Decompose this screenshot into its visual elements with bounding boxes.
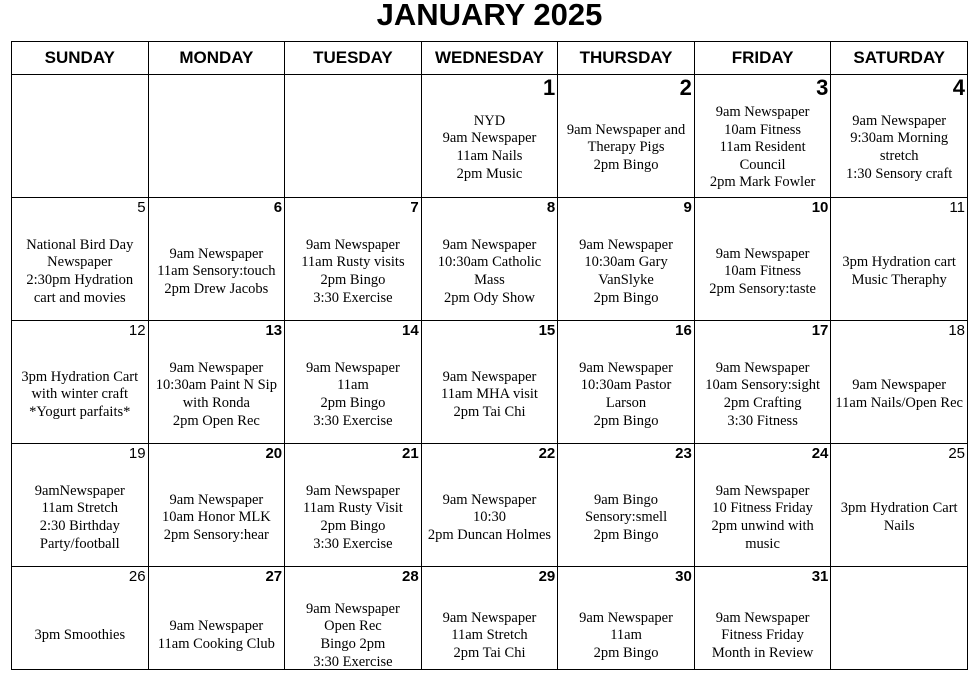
day-cell [558, 567, 695, 670]
event-list [422, 591, 558, 681]
event-item: 11am Nails/Open Rec [835, 395, 963, 411]
week-row [12, 567, 968, 670]
day-cell [148, 567, 285, 670]
day-cell [831, 444, 968, 567]
week-row [12, 198, 968, 321]
event-item: 2pm Ody Show [443, 289, 535, 306]
day-number: 28 [402, 568, 419, 585]
event-item: 3pm Hydration cart [842, 254, 956, 271]
weekday-header: SATURDAY [831, 42, 968, 75]
event-item: 9am Newspaper [442, 609, 537, 626]
event-list [695, 224, 831, 320]
day-cell [12, 567, 149, 670]
event-item: 9am Newspaper [169, 618, 264, 635]
week-row [12, 444, 968, 567]
event-item: Nails [883, 518, 915, 534]
weekday-header: THURSDAY [558, 42, 695, 75]
day-number: 14 [402, 322, 419, 339]
event-item: 2pm Sensory:taste [709, 280, 816, 297]
event-item: 9am Newspaper [852, 377, 947, 394]
week-row [12, 75, 968, 198]
event-item: 2:30pm Hydration cart and movies [26, 272, 134, 306]
event-item: 2pm Bingo [320, 518, 386, 534]
day-cell [12, 198, 149, 321]
day-number: 11 [949, 199, 965, 216]
event-list [831, 99, 967, 197]
day-number: 6 [273, 199, 283, 216]
event-item: 11am [610, 627, 642, 644]
day-number: 25 [948, 445, 965, 462]
event-list [285, 347, 421, 443]
event-item: 2pm Mark Fowler [709, 174, 816, 191]
event-item: 11am Rusty Visit [302, 500, 403, 517]
day-cell [831, 75, 968, 198]
event-item: 9am Newspaper [169, 491, 264, 508]
day-cell [285, 444, 422, 567]
event-item: 11am Stretch [451, 627, 528, 644]
day-cell [694, 198, 831, 321]
day-cell [831, 321, 968, 444]
day-cell [694, 75, 831, 198]
event-list [558, 347, 694, 443]
day-number: 10 [811, 199, 829, 216]
event-list [12, 591, 148, 681]
event-list [831, 347, 967, 443]
event-item: 2:30 Birthday Party/football [39, 518, 120, 552]
event-list [695, 99, 831, 197]
event-item: Open Rec [324, 618, 382, 635]
day-number: 13 [265, 322, 283, 339]
day-cell [148, 198, 285, 321]
day-cell [421, 321, 558, 444]
event-item: 3:30 Exercise [313, 653, 393, 670]
event-item: 9am Newspaper [715, 609, 810, 626]
weekday-header: MONDAY [148, 42, 285, 75]
day-number: 1 [543, 75, 556, 100]
event-list [558, 99, 694, 197]
day-number: 9 [683, 199, 692, 216]
day-number: 2 [679, 75, 692, 100]
event-item: 9am Newspaper [442, 236, 537, 253]
empty-day-cell [148, 75, 285, 198]
event-item: 2pm Bingo [593, 156, 659, 173]
event-item: 11am [337, 377, 369, 394]
day-cell [694, 444, 831, 567]
event-list [558, 591, 694, 681]
weekday-header: WEDNESDAY [421, 42, 558, 75]
event-item: 9am Newspaper [579, 236, 673, 253]
event-item: 9am Newspaper [715, 104, 810, 121]
event-item: NYD [473, 112, 506, 129]
weekday-header: SUNDAY [12, 42, 149, 75]
event-item: 2pm Bingo [320, 272, 386, 288]
event-item: 2pm unwind with music [711, 518, 814, 552]
event-item: 9am Newspaper [306, 236, 400, 253]
day-cell [421, 75, 558, 198]
event-item: 9am Newspaper [715, 245, 810, 262]
event-item: Bingo 2pm [320, 636, 386, 652]
event-item: 10:30am Catholic Mass [437, 254, 542, 288]
event-item: 9am Newspaper [715, 482, 810, 499]
event-item: 9am Newspaper [442, 491, 537, 508]
event-item: 10 Fitness Friday [712, 500, 813, 517]
event-list [422, 224, 558, 320]
day-cell [285, 567, 422, 670]
event-item: Sensory:smell [584, 509, 668, 526]
day-number: 4 [952, 75, 965, 100]
day-cell [148, 444, 285, 567]
event-item: 2pm Music [456, 165, 523, 182]
event-list [12, 224, 148, 320]
day-number: 17 [811, 322, 829, 339]
day-number: 30 [675, 568, 692, 585]
event-item: 3pm Smoothies [34, 627, 126, 644]
event-item: 10am Fitness [724, 121, 802, 138]
event-list [149, 470, 285, 566]
weekday-header: TUESDAY [285, 42, 422, 75]
event-item: 9am Newspaper [306, 600, 400, 617]
day-cell [421, 567, 558, 670]
day-number: 26 [128, 568, 146, 585]
day-number: 8 [546, 199, 556, 216]
event-item: 9am Newspaper [715, 359, 810, 376]
event-item: 2pm Drew Jacobs [164, 280, 269, 297]
event-item: 10:30am Gary VanSlyke [584, 254, 668, 288]
event-item: 11am Stretch [41, 500, 118, 517]
event-item: 11am Sensory:touch [157, 263, 276, 280]
day-number: 12 [128, 322, 146, 339]
day-number: 16 [675, 322, 692, 339]
week-row [12, 321, 968, 444]
event-item: 9am Newspaper [169, 359, 264, 376]
day-number: 21 [402, 445, 419, 462]
event-item: 3:30 Exercise [313, 412, 393, 429]
day-cell [694, 567, 831, 670]
day-number: 23 [675, 445, 692, 462]
event-list [695, 470, 831, 566]
day-number: 31 [811, 568, 829, 585]
calendar-title: JANUARY 2025 [376, 0, 603, 32]
day-number: 29 [538, 568, 556, 585]
event-item: 9am Newspaper [169, 245, 264, 262]
event-item: 9amNewspaper [34, 482, 125, 499]
event-item: 9:30am Morning stretch [850, 130, 949, 164]
empty-day-cell [285, 75, 422, 198]
event-item: 2pm Sensory:hear [163, 526, 269, 543]
event-item: 3:30 Exercise [313, 289, 393, 306]
day-number: 22 [538, 445, 556, 462]
event-item: 11am Rusty visits [301, 254, 405, 271]
event-item: 9am Newspaper [442, 368, 537, 385]
day-number: 5 [137, 199, 146, 216]
day-number: 20 [265, 445, 283, 462]
event-list [558, 470, 694, 566]
day-number: 24 [811, 445, 829, 462]
event-item: 2pm Bingo [593, 412, 659, 429]
calendar-body [12, 75, 968, 670]
event-item: 3:30 Exercise [313, 535, 393, 552]
day-number: 18 [948, 322, 965, 339]
event-item: 11am Nails [456, 148, 523, 164]
event-item: 2pm Bingo [593, 526, 659, 543]
event-list [285, 224, 421, 320]
event-list [285, 591, 421, 681]
empty-day-cell [831, 567, 968, 670]
event-item: 11am Resident Council [719, 139, 806, 173]
event-item: Music Theraphy [851, 272, 947, 288]
event-list [149, 224, 285, 320]
event-item: 3pm Hydration Cart with winter craft [21, 368, 139, 403]
event-item: 2pm Tai Chi [453, 644, 526, 661]
day-cell [12, 321, 149, 444]
day-cell [558, 198, 695, 321]
event-item: 9am Newspaper [579, 359, 673, 376]
calendar-grid [11, 41, 968, 670]
event-item: 9am Newspaper [306, 359, 400, 376]
event-list [12, 347, 148, 443]
event-item: 10am Fitness [724, 263, 802, 280]
day-cell [558, 321, 695, 444]
event-item: Fitness Friday [721, 627, 804, 644]
event-list [831, 470, 967, 566]
event-item: 10:30 [472, 509, 506, 526]
event-list [149, 591, 285, 681]
event-item: National Bird Day [26, 236, 134, 253]
day-number: 15 [538, 322, 556, 339]
event-list [695, 347, 831, 443]
day-cell [694, 321, 831, 444]
event-list [422, 347, 558, 443]
day-cell [12, 444, 149, 567]
event-item: Month in Review [711, 644, 814, 661]
day-cell [285, 321, 422, 444]
event-item: 9am Newspaper [442, 130, 537, 147]
day-cell [558, 75, 695, 198]
event-list [422, 99, 558, 197]
event-item: 9am Newspaper [306, 482, 400, 499]
event-item: 10am Honor MLK [161, 509, 271, 526]
day-cell [148, 321, 285, 444]
day-cell [285, 198, 422, 321]
event-item: 9am Bingo [594, 491, 659, 508]
weekday-header-row [12, 42, 968, 75]
event-item: 2pm Tai Chi [453, 403, 526, 420]
day-cell [558, 444, 695, 567]
weekday-header: FRIDAY [694, 42, 831, 75]
event-item: Newspaper [47, 254, 113, 271]
event-list [558, 224, 694, 320]
day-cell [421, 198, 558, 321]
event-item: 9am Newspaper [852, 112, 947, 129]
day-number: 7 [410, 199, 419, 216]
event-item: *Yogurt parfaits* [29, 403, 131, 420]
day-number: 19 [128, 445, 146, 462]
event-item: 2pm Crafting [723, 395, 802, 411]
event-item: 3pm Hydration Cart [840, 500, 958, 517]
event-item: 2pm Bingo [593, 644, 659, 661]
event-list [12, 470, 148, 566]
event-item: 11am Cooking Club [157, 636, 275, 652]
event-item: 9am Newspaper and Therapy Pigs [566, 121, 686, 156]
day-cell [421, 444, 558, 567]
event-item: 10am Sensory:sight [705, 377, 820, 394]
event-list [695, 591, 831, 681]
event-item: 10:30am Paint N Sip with Ronda [155, 377, 277, 411]
empty-day-cell [12, 75, 149, 198]
event-item: 2pm Bingo [320, 395, 386, 411]
day-number: 27 [265, 568, 283, 585]
event-item: 2pm Duncan Holmes [427, 526, 552, 543]
event-item: 2pm Bingo [593, 289, 659, 306]
event-item: 10:30am Pastor Larson [580, 377, 672, 411]
event-list [149, 347, 285, 443]
event-item: 3:30 Fitness [727, 412, 798, 429]
event-item: 1:30 Sensory craft [846, 165, 953, 182]
event-item: 2pm Open Rec [172, 412, 260, 429]
event-item: 9am Newspaper [579, 609, 673, 626]
event-list [422, 470, 558, 566]
day-number: 3 [816, 75, 829, 100]
event-list [285, 470, 421, 566]
event-item: 11am MHA visit [440, 386, 538, 403]
day-cell [831, 198, 968, 321]
event-list [831, 224, 967, 320]
